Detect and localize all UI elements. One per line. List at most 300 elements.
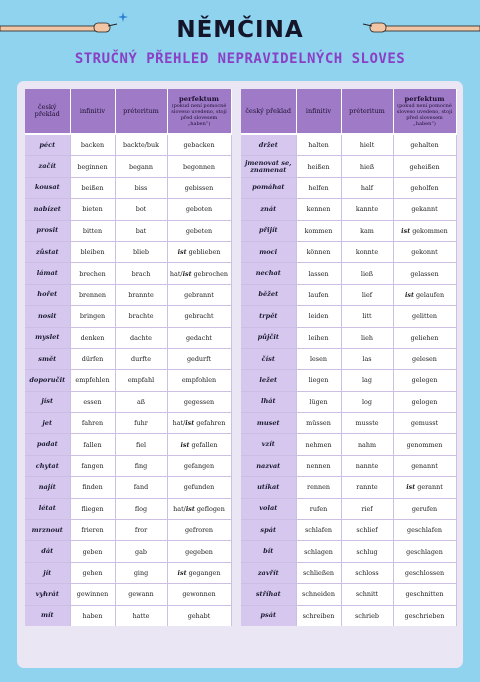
czech-translation: doporučit xyxy=(25,370,70,391)
table-row xyxy=(241,134,456,156)
perfect-cell xyxy=(393,413,456,434)
perfect-cell xyxy=(167,498,231,519)
table-row xyxy=(25,605,231,626)
czech-translation: trpět xyxy=(241,306,296,327)
participle: geboten xyxy=(185,205,213,214)
preterite-cell: kam xyxy=(341,220,393,241)
preterite-cell: kannte xyxy=(341,199,393,220)
czech-translation: chytat xyxy=(25,455,70,476)
aux-verb: ist xyxy=(182,269,192,278)
col-header-perfect: perfektum (pokud není pomocné sloveso uvedeno, stojí před slovesem „haben“) xyxy=(393,89,456,134)
table-row xyxy=(25,541,231,562)
infinitive-cell: liegen xyxy=(296,370,341,391)
preterite-cell: nannte xyxy=(341,455,393,476)
perfect-cell xyxy=(167,241,231,262)
preterite-cell: lief xyxy=(341,284,393,305)
aux-verb: ist xyxy=(180,440,190,449)
participle: gefunden xyxy=(183,483,215,492)
participle: gedacht xyxy=(185,333,213,342)
participle: genommen xyxy=(406,440,443,449)
czech-translation: vzít xyxy=(241,434,296,455)
preterite-cell: log xyxy=(341,391,393,412)
preterite-cell: fand xyxy=(115,477,167,498)
infinitive-cell: bitten xyxy=(70,220,115,241)
preterite-cell: lieh xyxy=(341,327,393,348)
participle: geliehen xyxy=(410,333,439,342)
infinitive-cell: empfehlen xyxy=(70,370,115,391)
czech-translation: běžet xyxy=(241,284,296,305)
aux-verb: ist xyxy=(401,226,411,235)
participle: empfohlen xyxy=(181,376,217,385)
perfect-cell xyxy=(393,520,456,541)
participle: gegessen xyxy=(183,397,215,406)
czech-translation: mít xyxy=(25,605,70,626)
participle: geschlagen xyxy=(406,547,443,556)
czech-translation: zůstat xyxy=(25,241,70,262)
participle: gelaufen xyxy=(413,290,445,299)
participle: gefahren xyxy=(194,419,226,428)
perfect-cell xyxy=(393,177,456,198)
preterite-cell: konnte xyxy=(341,241,393,262)
infinitive-cell: können xyxy=(296,241,341,262)
participle: gegeben xyxy=(185,547,213,556)
infinitive-cell: finden xyxy=(70,477,115,498)
czech-translation: hořet xyxy=(25,284,70,305)
table-row xyxy=(241,455,456,476)
table-row xyxy=(241,284,456,305)
preterite-cell: schlief xyxy=(341,520,393,541)
preterite-cell: backte/buk xyxy=(115,134,167,156)
participle: geschnitten xyxy=(405,590,444,599)
table-row xyxy=(241,498,456,519)
perfect-cell xyxy=(167,327,231,348)
czech-translation: utíkat xyxy=(241,477,296,498)
czech-translation: lhát xyxy=(241,391,296,412)
preterite-cell: bot xyxy=(115,199,167,220)
participle: gefangen xyxy=(183,462,215,471)
preterite-cell: half xyxy=(341,177,393,198)
col-header-infinitive: infinitiv xyxy=(296,89,341,134)
preterite-cell: lag xyxy=(341,370,393,391)
preterite-cell: nahm xyxy=(341,434,393,455)
perfect-cell xyxy=(393,284,456,305)
infinitive-cell: rennen xyxy=(296,477,341,498)
czech-translation: lámat xyxy=(25,263,70,284)
participle: gefroren xyxy=(184,526,214,535)
table-row xyxy=(25,156,231,177)
perfect-cell xyxy=(167,541,231,562)
aux-prefix: hat/ xyxy=(172,419,186,428)
infinitive-cell: schreiben xyxy=(296,605,341,626)
preterite-cell: blieb xyxy=(115,241,167,262)
table-row xyxy=(25,306,231,327)
participle: geholfen xyxy=(410,183,439,192)
czech-translation: nazvat xyxy=(241,455,296,476)
perfect-cell xyxy=(393,605,456,626)
perfect-cell xyxy=(167,455,231,476)
perfect-cell xyxy=(167,263,231,284)
czech-translation: prosit xyxy=(25,220,70,241)
participle: gekannt xyxy=(411,205,438,214)
aux-prefix: hat/ xyxy=(173,504,186,513)
perfect-cell xyxy=(167,370,231,391)
preterite-cell: flog xyxy=(115,498,167,519)
table-row xyxy=(241,541,456,562)
infinitive-cell: brennen xyxy=(70,284,115,305)
perfect-cell xyxy=(167,584,231,605)
aux-verb: ist xyxy=(185,419,195,428)
perfect-cell xyxy=(393,199,456,220)
infinitive-cell: gehen xyxy=(70,562,115,583)
infinitive-cell: geben xyxy=(70,541,115,562)
infinitive-cell: müssen xyxy=(296,413,341,434)
infinitive-cell: fallen xyxy=(70,434,115,455)
infinitive-cell: nennen xyxy=(296,455,341,476)
table-row xyxy=(25,284,231,305)
preterite-cell: fiel xyxy=(115,434,167,455)
participle: geschlossen xyxy=(404,569,445,577)
preterite-cell: rannte xyxy=(341,477,393,498)
table-row xyxy=(25,562,231,583)
table-header-row xyxy=(241,89,456,134)
infinitive-cell: bringen xyxy=(70,306,115,327)
czech-translation: půjčit xyxy=(241,327,296,348)
perfect-note: (pokud není pomocné sloveso uvedeno, stojí před slovesem „haben“) xyxy=(171,102,227,127)
perfect-cell xyxy=(393,498,456,519)
participle: gehalten xyxy=(410,141,439,150)
preterite-cell: fror xyxy=(115,520,167,541)
perfect-cell xyxy=(167,284,231,305)
perfect-cell xyxy=(167,220,231,241)
perfect-cell xyxy=(393,541,456,562)
preterite-cell: schloss xyxy=(341,562,393,583)
table-row xyxy=(241,348,456,369)
czech-translation: péct xyxy=(25,134,70,156)
aux-verb: ist xyxy=(185,504,195,513)
participle: gelassen xyxy=(410,269,439,278)
perfect-cell xyxy=(393,455,456,476)
preterite-cell: hieß xyxy=(341,156,393,177)
preterite-cell: brannte xyxy=(115,284,167,305)
czech-translation: smět xyxy=(25,348,70,369)
preterite-cell: schlug xyxy=(341,541,393,562)
participle: gemusst xyxy=(410,419,439,428)
table-row xyxy=(25,498,231,519)
aux-verb: ist xyxy=(177,569,187,577)
perfect-cell xyxy=(393,156,456,177)
participle: gebacken xyxy=(183,141,215,150)
perfect-cell xyxy=(167,156,231,177)
czech-translation: stříhat xyxy=(241,584,296,605)
participle: gegangen xyxy=(186,569,221,577)
table-row xyxy=(25,263,231,284)
czech-translation: padat xyxy=(25,434,70,455)
table-row xyxy=(241,584,456,605)
perfect-cell xyxy=(167,134,231,156)
table-row xyxy=(241,156,456,177)
preterite-cell: musste xyxy=(341,413,393,434)
table-row xyxy=(25,241,231,262)
infinitive-cell: laufen xyxy=(296,284,341,305)
table-row xyxy=(25,327,231,348)
czech-translation: zavřít xyxy=(241,562,296,583)
infinitive-cell: bieten xyxy=(70,199,115,220)
infinitive-cell: leihen xyxy=(296,327,341,348)
czech-translation: jmenovat se, znamenat xyxy=(241,156,296,177)
table-row xyxy=(25,434,231,455)
table-row xyxy=(25,477,231,498)
page-subtitle: STRUČNÝ PŘEHLED NEPRAVIDELNÝCH SLOVES xyxy=(74,51,406,67)
participle: gebrannt xyxy=(184,290,214,299)
table-row xyxy=(241,562,456,583)
infinitive-cell: halten xyxy=(296,134,341,156)
perfect-cell xyxy=(393,220,456,241)
czech-translation: znát xyxy=(241,199,296,220)
participle: gehabt xyxy=(187,611,211,620)
participle: gewonnen xyxy=(182,590,216,599)
participle: gerannt xyxy=(415,483,443,492)
preterite-cell: bat xyxy=(115,220,167,241)
participle: geschlafen xyxy=(407,526,442,535)
infinitive-cell: denken xyxy=(70,327,115,348)
czech-translation: číst xyxy=(241,348,296,369)
participle: geheißen xyxy=(409,162,440,171)
table-row xyxy=(25,177,231,198)
table-row xyxy=(25,520,231,541)
perfect-cell xyxy=(393,434,456,455)
verb-table-right xyxy=(241,89,457,626)
infinitive-cell: lassen xyxy=(296,263,341,284)
infinitive-cell: rufen xyxy=(296,498,341,519)
perfect-cell xyxy=(393,562,456,583)
czech-translation: jíst xyxy=(25,391,70,412)
czech-translation: myslet xyxy=(25,327,70,348)
czech-translation: spát xyxy=(241,520,296,541)
table-row xyxy=(25,134,231,156)
participle: gebissen xyxy=(184,183,214,192)
czech-translation: držet xyxy=(241,134,296,156)
table-row xyxy=(241,520,456,541)
infinitive-cell: helfen xyxy=(296,177,341,198)
participle: gebrochen xyxy=(191,269,229,278)
perfect-cell xyxy=(167,199,231,220)
perfect-cell xyxy=(393,306,456,327)
preterite-cell: gab xyxy=(115,541,167,562)
col-header-preterite: préteritum xyxy=(115,89,167,134)
preterite-cell: schnitt xyxy=(341,584,393,605)
preterite-cell: brach xyxy=(115,263,167,284)
preterite-cell: ging xyxy=(115,562,167,583)
czech-translation: najít xyxy=(25,477,70,498)
czech-translation: pomáhat xyxy=(241,177,296,198)
table-row xyxy=(241,327,456,348)
participle: gekommen xyxy=(410,226,448,235)
infinitive-cell: bleiben xyxy=(70,241,115,262)
preterite-cell: fing xyxy=(115,455,167,476)
table-row xyxy=(241,413,456,434)
preterite-cell: hatte xyxy=(115,605,167,626)
czech-translation: nechat xyxy=(241,263,296,284)
preterite-cell: las xyxy=(341,348,393,369)
infinitive-cell: lesen xyxy=(296,348,341,369)
infinitive-cell: schneiden xyxy=(296,584,341,605)
participle: gekonnt xyxy=(411,248,438,257)
table-row xyxy=(241,306,456,327)
table-row xyxy=(25,199,231,220)
participle: begonnen xyxy=(183,162,215,171)
preterite-cell: gewann xyxy=(115,584,167,605)
preterite-cell: ließ xyxy=(341,263,393,284)
table-row xyxy=(241,241,456,262)
perfect-cell xyxy=(393,241,456,262)
infinitive-cell: haben xyxy=(70,605,115,626)
participle: gebracht xyxy=(184,312,214,321)
table-row xyxy=(241,263,456,284)
czech-translation: dát xyxy=(25,541,70,562)
perfect-cell xyxy=(393,327,456,348)
participle: gelogen xyxy=(411,397,438,406)
preterite-cell: schrieb xyxy=(341,605,393,626)
participle: geschrieben xyxy=(404,611,445,620)
col-header-preterite: préteritum xyxy=(341,89,393,134)
infinitive-cell: essen xyxy=(70,391,115,412)
participle: gerufen xyxy=(411,504,438,513)
table-row xyxy=(25,370,231,391)
czech-translation: létat xyxy=(25,498,70,519)
perfect-cell xyxy=(167,477,231,498)
table-row xyxy=(241,434,456,455)
perfect-cell xyxy=(167,177,231,198)
perfect-cell xyxy=(167,434,231,455)
preterite-cell: rief xyxy=(341,498,393,519)
preterite-cell: durfte xyxy=(115,348,167,369)
table-row xyxy=(241,391,456,412)
table-row xyxy=(241,605,456,626)
perfect-cell xyxy=(393,477,456,498)
perfect-cell xyxy=(393,134,456,156)
table-row xyxy=(241,199,456,220)
czech-translation: jít xyxy=(25,562,70,583)
table-row xyxy=(241,177,456,198)
infinitive-cell: nehmen xyxy=(296,434,341,455)
infinitive-cell: fahren xyxy=(70,413,115,434)
aux-prefix: hat/ xyxy=(169,269,183,278)
czech-translation: muset xyxy=(241,413,296,434)
preterite-cell: biss xyxy=(115,177,167,198)
czech-translation: nosit xyxy=(25,306,70,327)
participle: gelitten xyxy=(412,312,437,321)
preterite-cell: empfahl xyxy=(115,370,167,391)
preterite-cell: brachte xyxy=(115,306,167,327)
participle: geblieben xyxy=(186,248,221,257)
czech-translation: mrznout xyxy=(25,520,70,541)
participle: gefallen xyxy=(189,440,218,449)
czech-translation: bít xyxy=(241,541,296,562)
preterite-cell: fuhr xyxy=(115,413,167,434)
participle: gebeten xyxy=(185,226,213,235)
infinitive-cell: gewinnen xyxy=(70,584,115,605)
perfect-cell xyxy=(393,348,456,369)
infinitive-cell: kommen xyxy=(296,220,341,241)
perfect-cell xyxy=(167,562,231,583)
participle: genannt xyxy=(411,462,438,471)
perfect-cell xyxy=(167,605,231,626)
perfect-cell xyxy=(393,370,456,391)
table-row xyxy=(25,413,231,434)
infinitive-cell: fangen xyxy=(70,455,115,476)
infinitive-cell: schließen xyxy=(296,562,341,583)
table-row xyxy=(25,455,231,476)
infinitive-cell: beißen xyxy=(70,177,115,198)
preterite-cell: dachte xyxy=(115,327,167,348)
participle: gelesen xyxy=(412,355,437,364)
infinitive-cell: dürfen xyxy=(70,348,115,369)
table-header-row xyxy=(25,89,231,134)
col-header-czech: český překlad xyxy=(241,89,296,134)
infinitive-cell: kennen xyxy=(296,199,341,220)
perfect-note: (pokud není pomocné sloveso uvedeno, stojí před slovesem „haben“) xyxy=(396,102,453,127)
perfect-cell xyxy=(167,391,231,412)
czech-translation: ležet xyxy=(241,370,296,391)
table-row xyxy=(241,370,456,391)
participle: gelegen xyxy=(411,376,438,385)
verb-table-left xyxy=(25,89,232,626)
table-row xyxy=(241,477,456,498)
aux-verb: ist xyxy=(404,290,414,299)
table-row xyxy=(25,584,231,605)
table-row xyxy=(25,391,231,412)
czech-translation: vyhrát xyxy=(25,584,70,605)
table-row xyxy=(25,220,231,241)
preterite-cell: aß xyxy=(115,391,167,412)
perfect-cell xyxy=(393,263,456,284)
aux-verb: ist xyxy=(406,483,416,492)
participle: geflogen xyxy=(194,504,225,513)
czech-translation: jet xyxy=(25,413,70,434)
czech-translation: kousat xyxy=(25,177,70,198)
infinitive-cell: schlagen xyxy=(296,541,341,562)
czech-translation: nabízet xyxy=(25,199,70,220)
infinitive-cell: lügen xyxy=(296,391,341,412)
infinitive-cell: leiden xyxy=(296,306,341,327)
table-row xyxy=(241,220,456,241)
infinitive-cell: beginnen xyxy=(70,156,115,177)
table-row xyxy=(25,348,231,369)
perfect-cell xyxy=(167,306,231,327)
preterite-cell: begann xyxy=(115,156,167,177)
preterite-cell: litt xyxy=(341,306,393,327)
col-header-infinitive: infinitiv xyxy=(70,89,115,134)
infinitive-cell: schlafen xyxy=(296,520,341,541)
col-header-perfect: perfektum (pokud není pomocné sloveso uvedeno, stojí před slovesem „haben“) xyxy=(167,89,231,134)
infinitive-cell: frieren xyxy=(70,520,115,541)
aux-verb: ist xyxy=(177,248,187,257)
infinitive-cell: brechen xyxy=(70,263,115,284)
czech-translation: přijít xyxy=(241,220,296,241)
infinitive-cell: backen xyxy=(70,134,115,156)
czech-translation: začít xyxy=(25,156,70,177)
perfect-cell xyxy=(167,520,231,541)
page-title: NĚMČINA xyxy=(176,17,304,43)
czech-translation: volat xyxy=(241,498,296,519)
perfect-cell xyxy=(167,348,231,369)
infinitive-cell: fliegen xyxy=(70,498,115,519)
participle: gedurft xyxy=(186,355,212,364)
czech-translation: moci xyxy=(241,241,296,262)
perfect-cell xyxy=(167,413,231,434)
perfect-cell xyxy=(393,584,456,605)
col-header-czech: český překlad xyxy=(25,89,70,134)
